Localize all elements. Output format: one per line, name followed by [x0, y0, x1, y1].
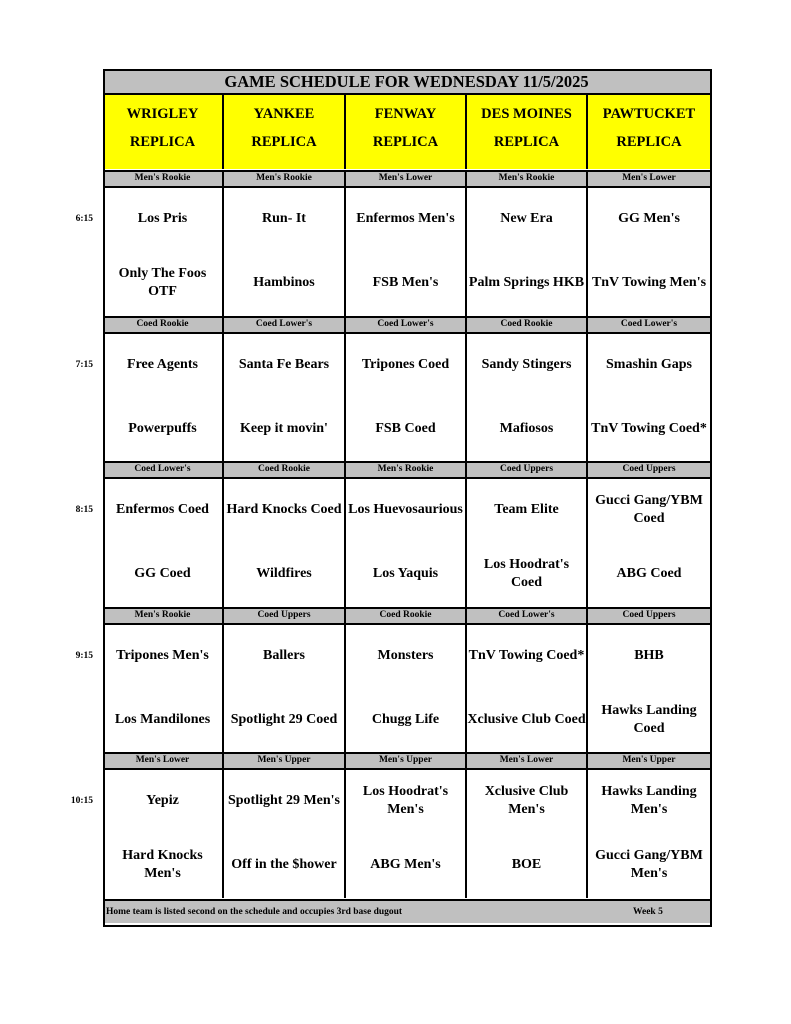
away-team: BHB	[634, 648, 664, 663]
field-subtitle: REPLICA	[251, 134, 317, 150]
division-label: Coed Uppers	[588, 461, 710, 479]
field-subtitle: REPLICA	[616, 134, 682, 150]
away-team: Gucci Gang/YBM Coed	[595, 493, 703, 526]
home-team: Los Hoodrat's Coed	[483, 557, 570, 590]
home-team: BOE	[511, 857, 542, 872]
home-team: ABG Coed	[616, 566, 682, 581]
away-team: Team Elite	[494, 502, 559, 517]
home-team: Mafiosos	[499, 421, 554, 436]
time-label: 6:15	[75, 214, 93, 224]
division-label: Coed Rookie	[224, 461, 346, 479]
footer-note: Home team is listed second on the schedule and occupies 3rd base dugout	[106, 907, 403, 917]
away-team: TnV Towing Coed*	[468, 648, 585, 663]
division-label: Coed Lower's	[103, 461, 224, 479]
field-name: DES MOINES	[481, 106, 572, 122]
division-label: Coed Lower's	[346, 316, 467, 334]
away-team: Xclusive Club Men's	[484, 784, 569, 817]
away-team: Sandy Stingers	[481, 357, 572, 372]
home-team: FSB Men's	[372, 275, 439, 290]
division-label: Coed Lower's	[224, 316, 346, 334]
away-team: Yepiz	[146, 793, 179, 808]
home-team: Powerpuffs	[128, 421, 197, 436]
away-team: Los Huevosaurious	[348, 502, 463, 517]
away-team: Smashin Gaps	[606, 357, 692, 372]
home-team: Los Mandilones	[114, 712, 211, 727]
field-name: YANKEE	[253, 106, 315, 122]
schedule-title: GAME SCHEDULE FOR WEDNESDAY 11/5/2025	[103, 69, 710, 95]
time-label: 9:15	[75, 651, 93, 661]
division-label: Men's Rookie	[103, 170, 224, 188]
division-label: Coed Lower's	[467, 607, 588, 625]
away-team: Los Pris	[137, 211, 188, 226]
home-team: Only The Foos OTF	[118, 266, 207, 299]
schedule-sheet	[103, 69, 710, 925]
home-team: FSB Coed	[375, 421, 436, 436]
home-team: Hambinos	[253, 275, 315, 290]
home-team: Chugg Life	[371, 712, 440, 727]
away-team: Free Agents	[127, 357, 198, 372]
field-name: PAWTUCKET	[602, 106, 696, 122]
away-team: Monsters	[377, 648, 434, 663]
division-label: Coed Rookie	[467, 316, 588, 334]
home-team: Xclusive Club Coed	[467, 712, 586, 727]
field-name: WRIGLEY	[126, 106, 199, 122]
division-label: Coed Uppers	[588, 607, 710, 625]
division-label: Coed Rookie	[103, 316, 224, 334]
division-label: Coed Rookie	[346, 607, 467, 625]
away-team: Hard Knocks Coed	[226, 502, 342, 517]
away-team: Enfermos Coed	[116, 502, 209, 517]
division-label: Men's Lower	[346, 170, 467, 188]
field-name: FENWAY	[374, 106, 437, 122]
division-label: Coed Uppers	[467, 461, 588, 479]
home-team: Palm Springs HKB	[468, 275, 585, 290]
away-team: Los Hoodrat's Men's	[362, 784, 449, 817]
division-label: Men's Rookie	[103, 607, 224, 625]
home-team: ABG Men's	[370, 857, 441, 872]
home-team: Los Yaquis	[372, 566, 439, 581]
home-team: Gucci Gang/YBM Men's	[595, 848, 703, 881]
away-team: Ballers	[263, 648, 305, 663]
time-label: 7:15	[75, 360, 93, 370]
home-team: Hawks Landing Coed	[601, 703, 697, 736]
division-label: Coed Lower's	[588, 316, 710, 334]
sheet-border	[103, 69, 712, 927]
home-team: Wildfires	[256, 566, 312, 581]
home-team: Hard Knocks Men's	[122, 848, 203, 881]
division-label: Men's Rookie	[224, 170, 346, 188]
division-label: Men's Upper	[224, 752, 346, 770]
away-team: New Era	[500, 211, 553, 226]
week-label: Week 5	[633, 907, 663, 917]
away-team: Enfermos Men's	[356, 211, 455, 226]
division-label: Coed Uppers	[224, 607, 346, 625]
away-team: Tripones Men's	[116, 648, 209, 663]
away-team: Run- It	[262, 211, 306, 226]
division-label: Men's Rookie	[467, 170, 588, 188]
division-label: Men's Lower	[103, 752, 224, 770]
division-label: Men's Upper	[346, 752, 467, 770]
home-team: TnV Towing Coed*	[591, 421, 707, 436]
home-team: Spotlight 29 Coed	[230, 712, 338, 727]
away-team: GG Men's	[618, 211, 680, 226]
division-label: Men's Upper	[588, 752, 710, 770]
field-subtitle: REPLICA	[493, 134, 560, 150]
division-label: Men's Rookie	[346, 461, 467, 479]
home-team: Off in the $hower	[231, 857, 337, 872]
home-team: GG Coed	[134, 566, 191, 581]
home-team: Keep it movin'	[240, 421, 328, 436]
away-team: Spotlight 29 Men's	[227, 793, 340, 808]
division-label: Men's Lower	[467, 752, 588, 770]
time-label: 8:15	[75, 505, 93, 515]
away-team: Tripones Coed	[361, 357, 450, 372]
away-team: Hawks Landing Men's	[601, 784, 697, 817]
time-label: 10:15	[70, 796, 93, 806]
home-team: TnV Towing Men's	[591, 275, 707, 290]
field-subtitle: REPLICA	[372, 134, 439, 150]
division-label: Men's Lower	[588, 170, 710, 188]
field-subtitle: REPLICA	[129, 134, 196, 150]
away-team: Santa Fe Bears	[238, 357, 330, 372]
